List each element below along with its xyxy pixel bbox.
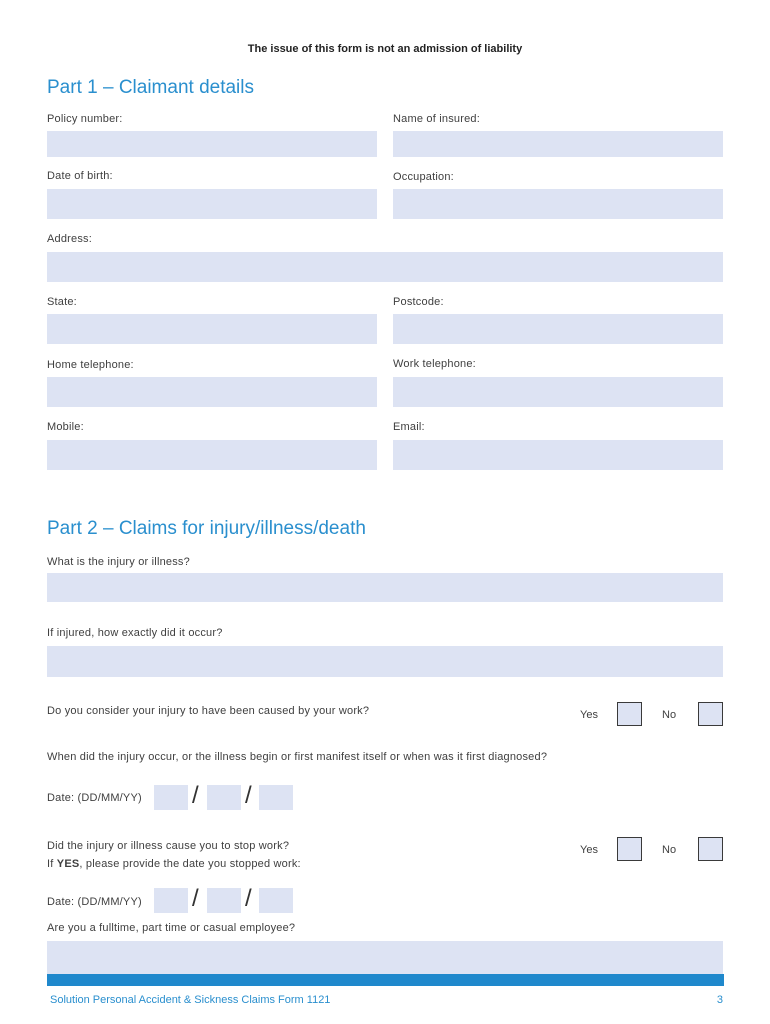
work-caused-no-checkbox[interactable] bbox=[698, 702, 723, 726]
state-field[interactable] bbox=[47, 314, 377, 344]
home-telephone-label: Home telephone: bbox=[47, 359, 134, 371]
injury-date-day-field[interactable] bbox=[154, 785, 188, 810]
footer-form-name: Solution Personal Accident & Sickness Claims Form 1121 bbox=[50, 994, 331, 1006]
stop-work-yes-checkbox[interactable] bbox=[617, 837, 642, 861]
stop-work-yes-label: Yes bbox=[580, 844, 598, 856]
email-label: Email: bbox=[393, 421, 425, 433]
occupation-label: Occupation: bbox=[393, 171, 454, 183]
work-caused-yes-checkbox[interactable] bbox=[617, 702, 642, 726]
part1-title: Part 1 – Claimant details bbox=[47, 77, 254, 98]
injury-date-month-field[interactable] bbox=[207, 785, 241, 810]
employee-type-field[interactable] bbox=[47, 941, 723, 974]
work-caused-yes-label: Yes bbox=[580, 709, 598, 721]
work-telephone-field[interactable] bbox=[393, 377, 723, 407]
injury-date-year-field[interactable] bbox=[259, 785, 293, 810]
postcode-field[interactable] bbox=[393, 314, 723, 344]
policy-number-field[interactable] bbox=[47, 131, 377, 157]
state-label: State: bbox=[47, 296, 77, 308]
date-separator: / bbox=[192, 885, 199, 912]
work-caused-question: Do you consider your injury to have been caused by your work? bbox=[47, 705, 370, 717]
mobile-field[interactable] bbox=[47, 440, 377, 470]
stop-work-no-label: No bbox=[662, 844, 677, 856]
injury-question: What is the injury or illness? bbox=[47, 556, 190, 568]
occupation-field[interactable] bbox=[393, 189, 723, 219]
stop-date-day-field[interactable] bbox=[154, 888, 188, 913]
address-label: Address: bbox=[47, 233, 93, 245]
how-occurred-field[interactable] bbox=[47, 646, 723, 677]
injury-date-label: Date: (DD/MM/YY) bbox=[47, 792, 142, 804]
date-of-birth-field[interactable] bbox=[47, 189, 377, 219]
liability-notice: The issue of this form is not an admission of liability bbox=[247, 43, 523, 55]
date-separator: / bbox=[245, 885, 252, 912]
date-separator: / bbox=[245, 782, 252, 809]
address-field[interactable] bbox=[47, 252, 723, 282]
stop-work-question: Did the injury or illness cause you to stop work? bbox=[47, 840, 290, 852]
date-of-birth-label: Date of birth: bbox=[47, 170, 113, 182]
footer-bar bbox=[47, 974, 724, 986]
work-telephone-label: Work telephone: bbox=[393, 358, 476, 370]
work-caused-no-label: No bbox=[662, 709, 677, 721]
stop-work-no-checkbox[interactable] bbox=[698, 837, 723, 861]
how-occurred-question: If injured, how exactly did it occur? bbox=[47, 627, 223, 639]
postcode-label: Postcode: bbox=[393, 296, 444, 308]
stop-work-instruction: If YES, please provide the date you stopped work: bbox=[47, 858, 301, 870]
date-separator: / bbox=[192, 782, 199, 809]
stop-date-month-field[interactable] bbox=[207, 888, 241, 913]
stop-date-year-field[interactable] bbox=[259, 888, 293, 913]
injury-field[interactable] bbox=[47, 573, 723, 602]
home-telephone-field[interactable] bbox=[47, 377, 377, 407]
when-question: When did the injury occur, or the illness begin or first manifest itself or when was it first diagnosed? bbox=[47, 751, 548, 763]
name-of-insured-label: Name of insured: bbox=[393, 113, 480, 125]
name-of-insured-field[interactable] bbox=[393, 131, 723, 157]
mobile-label: Mobile: bbox=[47, 421, 84, 433]
page-number: 3 bbox=[716, 994, 723, 1006]
part2-title: Part 2 – Claims for injury/illness/death bbox=[47, 518, 366, 539]
employee-type-question: Are you a fulltime, part time or casual employee? bbox=[47, 922, 296, 934]
policy-number-label: Policy number: bbox=[47, 113, 123, 125]
email-field[interactable] bbox=[393, 440, 723, 470]
stop-date-label: Date: (DD/MM/YY) bbox=[47, 896, 142, 908]
